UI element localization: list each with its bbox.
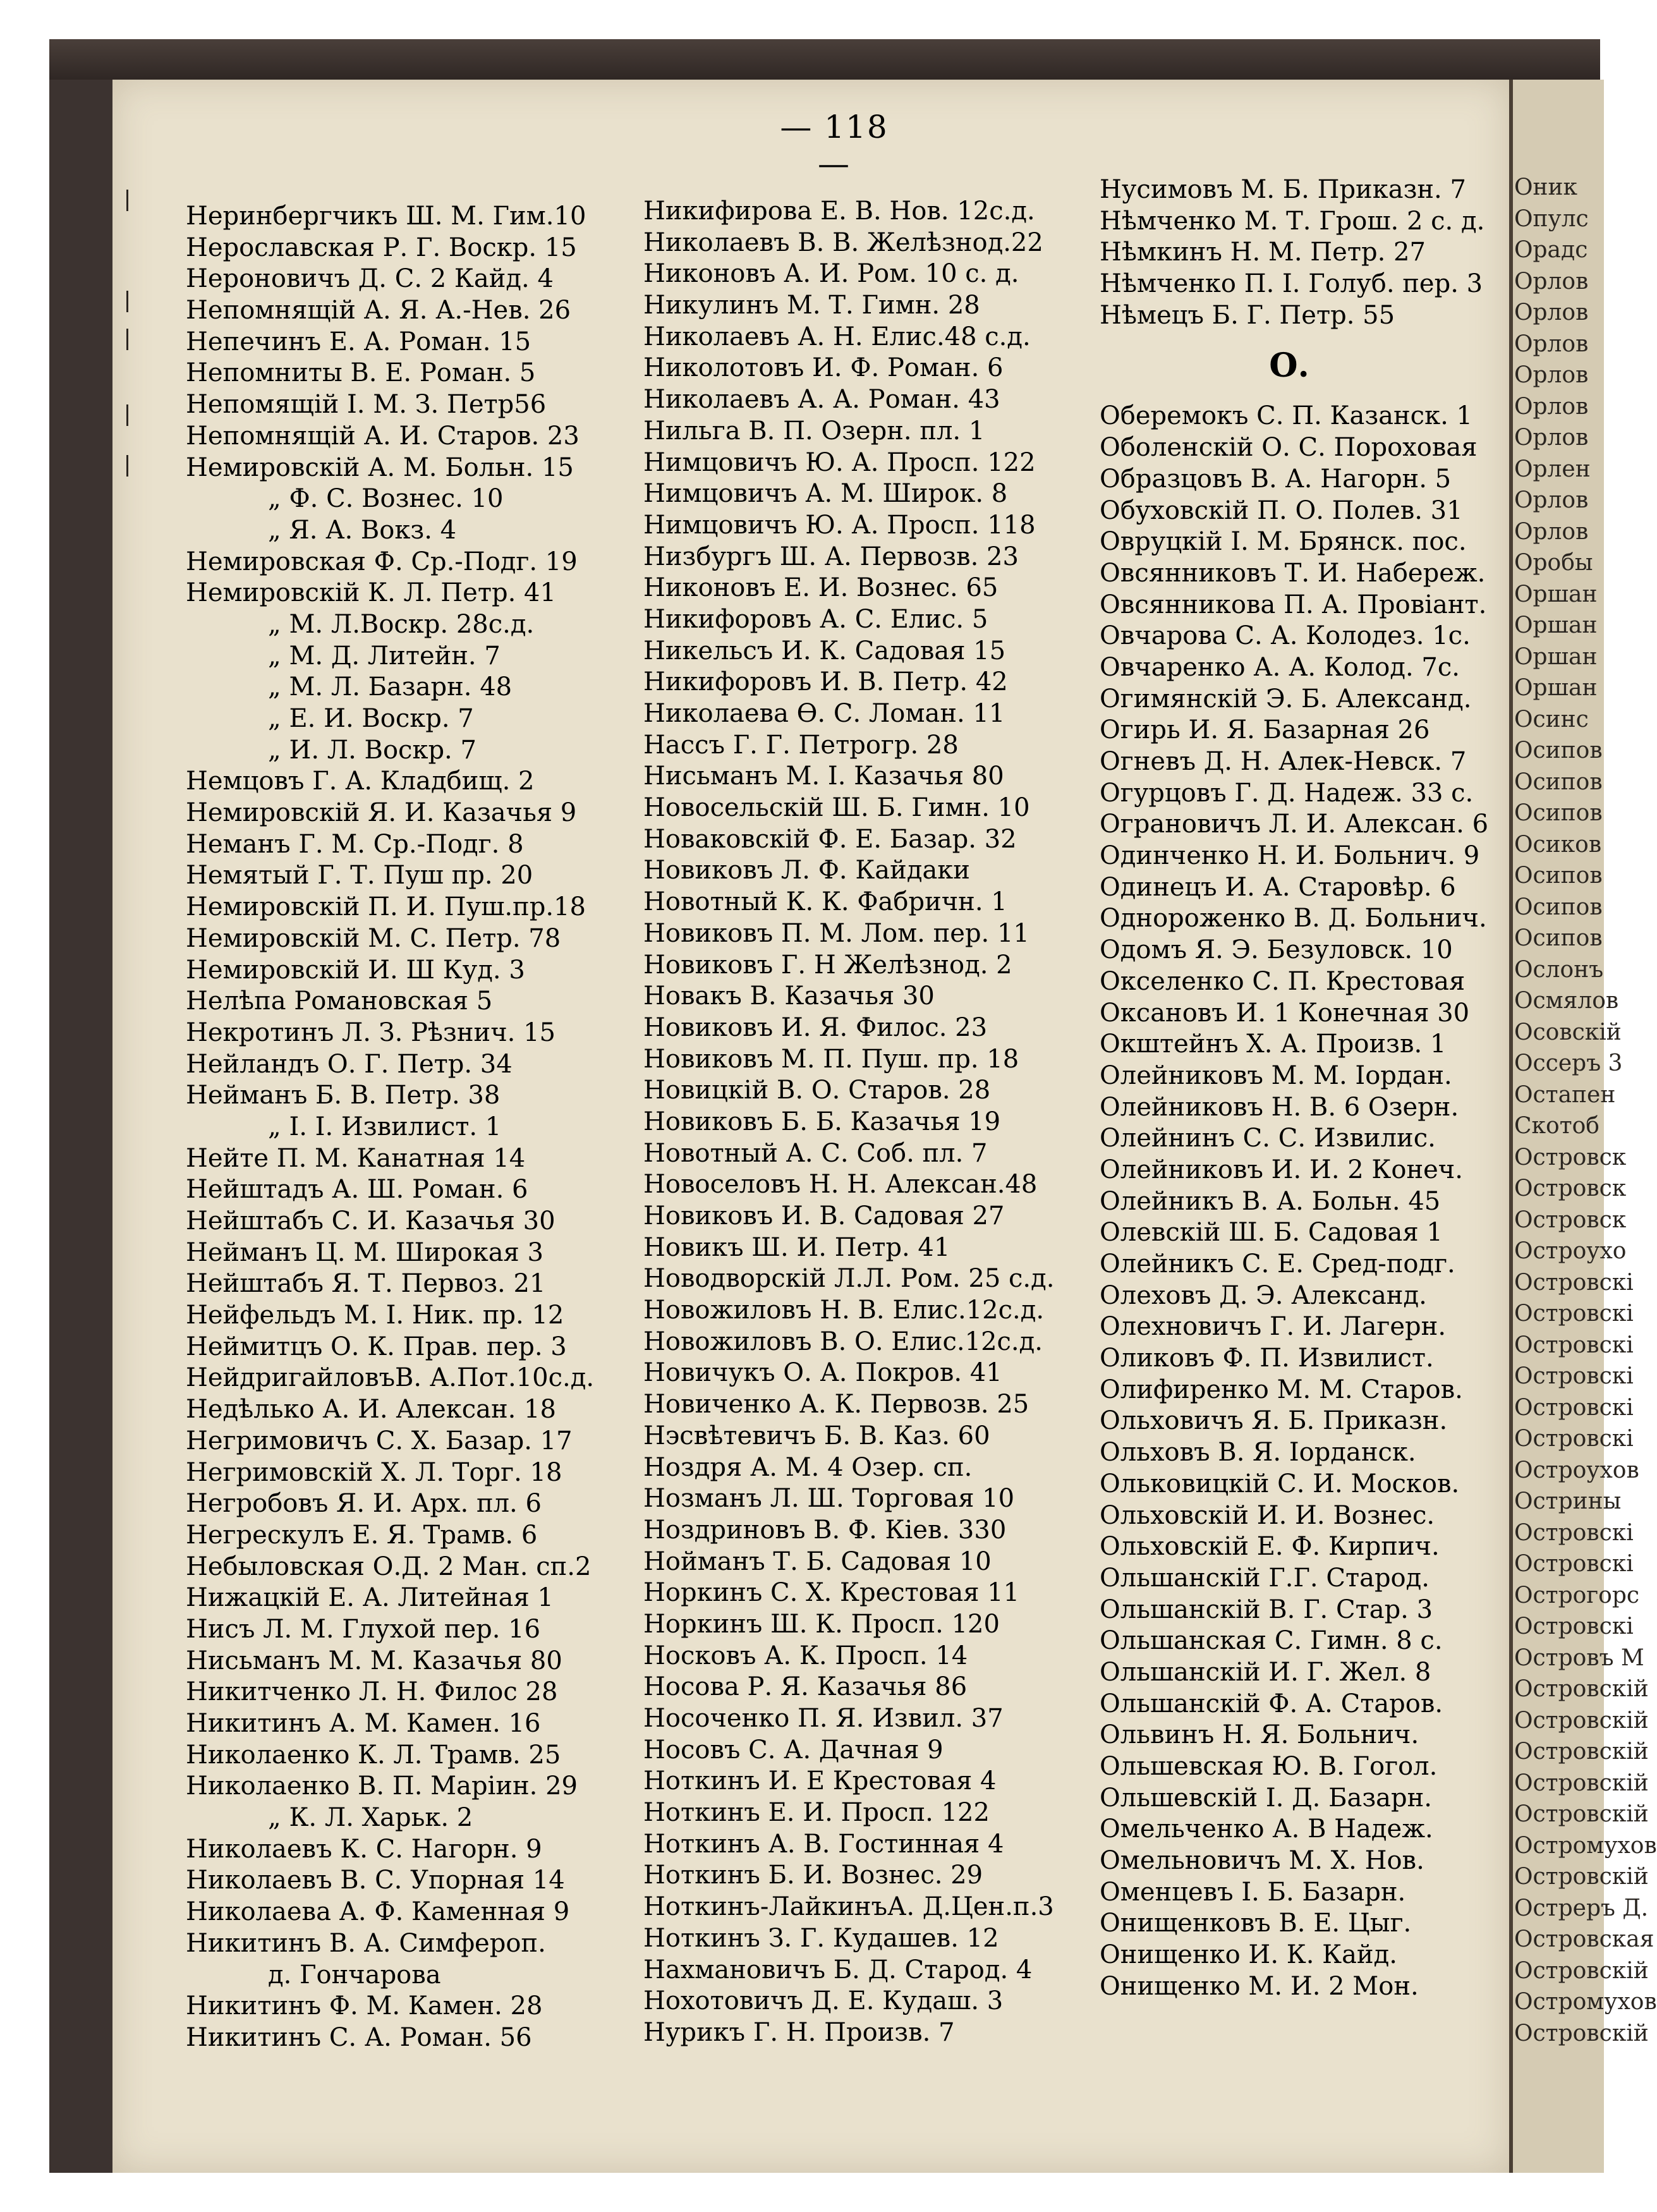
directory-entry: Николаенко В. П. Маріин. 29 bbox=[186, 1771, 578, 1801]
directory-entry: Олифиренко М. М. Старов. bbox=[1100, 1375, 1463, 1404]
directory-entry: „ К. Л. Харьк. 2 bbox=[268, 1803, 473, 1833]
directory-entry: „ М. Л. Базарн. 48 bbox=[268, 672, 513, 702]
next-page-fragment: Острины bbox=[1514, 1488, 1622, 1514]
next-page-fragment: Островскі bbox=[1514, 1519, 1634, 1546]
directory-entry: Оксановъ И. 1 Конечная 30 bbox=[1100, 998, 1470, 1028]
directory-entry: Онищенко И. К. Кайд. bbox=[1100, 1940, 1397, 1970]
directory-entry: Нейманъ Ц. М. Широкая 3 bbox=[186, 1237, 543, 1267]
next-page-fragment: Оник bbox=[1514, 174, 1578, 200]
directory-entry: Нелѣпа Романовская 5 bbox=[186, 987, 493, 1016]
page-number: — 118 — bbox=[780, 109, 889, 182]
next-page-fragment: Островскі bbox=[1514, 1613, 1634, 1639]
next-page-fragment: Островскі bbox=[1514, 1551, 1634, 1577]
directory-entry: Николотовъ И. Ф. Роман. 6 bbox=[643, 353, 1004, 383]
directory-entry: Немировскій Я. И. Казачья 9 bbox=[186, 798, 577, 828]
next-page-fragment: Осипов bbox=[1514, 894, 1603, 920]
next-page-fragment: Осипов bbox=[1514, 925, 1603, 951]
directory-entry: Овруцкій І. М. Брянск. пос. bbox=[1100, 527, 1467, 557]
directory-entry: Новоселовъ Н. Н. Алексан.48 bbox=[643, 1170, 1038, 1200]
directory-entry: Николаевъ В. В. Желѣзнод.22 bbox=[643, 228, 1043, 257]
directory-entry: Нейманъ Б. В. Петр. 38 bbox=[186, 1081, 501, 1110]
directory-entry: Новиковъ И. В. Садовая 27 bbox=[643, 1201, 1005, 1231]
directory-entry: Нозманъ Л. Ш. Торговая 10 bbox=[643, 1484, 1015, 1514]
directory-entry: Никитинъ Ф. М. Камен. 28 bbox=[186, 1991, 543, 2021]
margin-mark bbox=[126, 190, 135, 211]
directory-entry: Ольховичъ Я. Б. Приказн. bbox=[1100, 1406, 1448, 1436]
directory-entry: Нильга В. П. Озерн. пл. 1 bbox=[643, 416, 985, 446]
column-3 bbox=[1100, 174, 1488, 2003]
next-page-fragment: Островъ М bbox=[1514, 1644, 1644, 1671]
column-2 bbox=[643, 196, 1055, 2049]
directory-entry: Нисъ Л. М. Глухой пер. 16 bbox=[186, 1614, 541, 1644]
directory-entry: Однороженко В. Д. Больнич. bbox=[1100, 904, 1487, 933]
directory-entry: Непомнящій А. И. Старов. 23 bbox=[186, 421, 580, 451]
directory-entry: Никитинъ В. А. Симфероп. bbox=[186, 1928, 546, 1958]
directory-entry: Огрaновичъ Л. И. Алексан. 6 bbox=[1100, 810, 1489, 839]
directory-entry: Небыловская О.Д. 2 Ман. сп.2 bbox=[186, 1552, 592, 1581]
directory-entry: Онищенковъ В. Е. Цыг. bbox=[1100, 1909, 1412, 1938]
directory-entry: Нѣмченко М. Т. Грош. 2 с. д. bbox=[1100, 206, 1485, 236]
margin-mark bbox=[126, 291, 135, 312]
directory-entry: Немировскій К. Л. Петр. 41 bbox=[186, 578, 556, 608]
directory-entry: Ольшанскій Г.Г. Старод. bbox=[1100, 1563, 1429, 1593]
directory-entry: Олейнинъ С. С. Извилис. bbox=[1100, 1124, 1436, 1153]
next-page-fragment: Опулс bbox=[1514, 205, 1589, 232]
next-page-fragment: Островск bbox=[1514, 1144, 1627, 1170]
directory-entry: Немировская Ф. Ср.-Подг. 19 bbox=[186, 547, 578, 576]
directory-entry: Немировскій М. С. Петр. 78 bbox=[186, 923, 561, 953]
directory-entry: Олехновичъ Г. И. Лагерн. bbox=[1100, 1312, 1447, 1342]
directory-entry: Неринбергчикъ Ш. М. Гим.10 bbox=[186, 202, 586, 231]
book-spine bbox=[49, 39, 1600, 80]
next-page-fragment: Орлов bbox=[1514, 518, 1589, 545]
directory-entry: Ноткинъ А. В. Гостинная 4 bbox=[643, 1829, 1004, 1859]
directory-entry: Никитинъ С. А. Роман. 56 bbox=[186, 2022, 532, 2052]
directory-entry: Новиковъ И. Я. Филос. 23 bbox=[643, 1012, 988, 1042]
directory-entry: Ноткинъ З. Г. Кудашев. 12 bbox=[643, 1923, 999, 1953]
directory-entry: Нѣмченко П. І. Голуб. пер. 3 bbox=[1100, 269, 1483, 299]
directory-entry: Овчарова С. А. Колодез. 1с. bbox=[1100, 621, 1471, 651]
directory-entry: Оболенскій О. С. Пороховая bbox=[1100, 433, 1478, 463]
directory-entry: Олейниковъ И. И. 2 Конеч. bbox=[1100, 1155, 1463, 1184]
next-page-fragment: Островскі bbox=[1514, 1394, 1634, 1421]
directory-entry: Немцовъ Г. А. Кладбищ. 2 bbox=[186, 767, 535, 796]
next-page-fragment: Островскі bbox=[1514, 1426, 1634, 1452]
directory-entry: Ольшевская Ю. В. Гогол. bbox=[1100, 1752, 1438, 1781]
next-page-fragment: Остроухов bbox=[1514, 1457, 1639, 1483]
next-page-fragment: Островскі bbox=[1514, 1363, 1634, 1389]
directory-entry: Новотный А. С. Соб. пл. 7 bbox=[643, 1138, 988, 1168]
directory-entry: Нахмановичъ Б. Д. Старод. 4 bbox=[643, 1955, 1033, 1984]
directory-entry: Ольшевскій І. Д. Базарн. bbox=[1100, 1783, 1432, 1813]
directory-entry: Новичукъ О. А. Покров. 41 bbox=[643, 1358, 1002, 1388]
next-page-fragment: Осовскій bbox=[1514, 1019, 1622, 1045]
directory-entry: „ М. Л.Воскр. 28с.д. bbox=[268, 609, 535, 639]
next-page-fragment: Орлов bbox=[1514, 393, 1589, 420]
directory-entry: Ольшанскій В. Г. Стар. 3 bbox=[1100, 1595, 1433, 1624]
directory-entry: Нѣмецъ Б. Г. Петр. 55 bbox=[1100, 300, 1395, 330]
directory-entry: Олейниковъ М. М. Іордан. bbox=[1100, 1060, 1452, 1090]
directory-entry: Нероновичъ Д. С. 2 Кайд. 4 bbox=[186, 264, 554, 294]
next-page-fragment: Ослонъ bbox=[1514, 956, 1604, 983]
directory-entry: Ольховскій Е. Ф. Кирпич. bbox=[1100, 1532, 1440, 1562]
directory-entry: Николаевъ А. А. Роман. 43 bbox=[643, 385, 1000, 415]
directory-entry: Новиковъ Б. Б. Казачья 19 bbox=[643, 1107, 1001, 1136]
directory-entry: Нурикъ Г. Н. Произв. 7 bbox=[643, 2017, 955, 2047]
directory-entry: Никифоровъ А. С. Елис. 5 bbox=[643, 604, 988, 634]
next-page-fragment: Островская bbox=[1514, 1926, 1654, 1952]
directory-entry: Нейштабъ С. И. Казачья 30 bbox=[186, 1206, 555, 1236]
directory-entry: Никитченко Л. Н. Филос 28 bbox=[186, 1677, 558, 1707]
directory-entry: Нассъ Г. Г. Петрогр. 28 bbox=[643, 730, 959, 760]
directory-entry: Олевскій Ш. Б. Садовая 1 bbox=[1100, 1218, 1443, 1248]
next-page-fragment: Островскі bbox=[1514, 1301, 1634, 1327]
directory-entry: Окштейнъ Х. А. Произв. 1 bbox=[1100, 1030, 1447, 1059]
directory-entry: Никифоровъ И. В. Петр. 42 bbox=[643, 667, 1008, 697]
next-page-edge-text bbox=[1514, 172, 1657, 2049]
directory-entry: „ Ф. С. Вознес. 10 bbox=[268, 484, 504, 514]
directory-entry: Норкинъ Ш. К. Просп. 120 bbox=[643, 1609, 1000, 1639]
next-page-fragment: Орлов bbox=[1514, 300, 1589, 325]
directory-entry: Омельновичъ М. Х. Нов. bbox=[1100, 1846, 1424, 1876]
directory-entry: Нѣмкинъ Н. М. Петр. 27 bbox=[1100, 238, 1426, 267]
directory-entry: Новикъ Ш. И. Петр. 41 bbox=[643, 1232, 950, 1262]
directory-entry: Николаевъ В. С. Упорная 14 bbox=[186, 1866, 565, 1895]
directory-entry: Нэсвѣтевичъ Б. В. Каз. 60 bbox=[643, 1421, 990, 1450]
directory-entry: Никитинъ А. М. Камен. 16 bbox=[186, 1709, 541, 1738]
directory-entry: Непомниты В. Е. Роман. 5 bbox=[186, 358, 536, 388]
directory-entry: Ноздриновъ В. Ф. Кіев. 330 bbox=[643, 1515, 1007, 1545]
directory-entry: Нимцовичъ Ю. А. Просп. 118 bbox=[643, 510, 1036, 540]
directory-entry: Ноткинъ-ЛайкинъА. Д.Цен.п.3 bbox=[643, 1892, 1054, 1922]
next-page-fragment: Орлов bbox=[1514, 268, 1589, 295]
directory-entry: Оменцевъ І. Б. Базарн. bbox=[1100, 1877, 1406, 1907]
margin-mark bbox=[126, 329, 135, 350]
next-page-fragment: Оршан bbox=[1514, 675, 1598, 701]
next-page-fragment: Оссеръ 3 bbox=[1514, 1050, 1623, 1076]
directory-entry: Овсянниковъ Т. И. Набереж. bbox=[1100, 558, 1486, 588]
directory-entry: Новиченко А. К. Первозв. 25 bbox=[643, 1390, 1029, 1419]
directory-entry: „ М. Д. Литейн. 7 bbox=[268, 641, 501, 671]
next-page-fragment: Островскі bbox=[1514, 1269, 1634, 1296]
next-page-fragment: Остромухов bbox=[1514, 1832, 1657, 1859]
directory-entry: Нусимовъ М. Б. Приказн. 7 bbox=[1100, 175, 1466, 204]
directory-entry: Носовъ С. А. Дачная 9 bbox=[643, 1735, 944, 1765]
directory-entry: Нейфельдъ М. І. Ник. пр. 12 bbox=[186, 1301, 564, 1330]
directory-entry: Олейникъ С. Е. Сред-подг. bbox=[1100, 1249, 1455, 1279]
directory-entry: Нейштабъ Я. Т. Первоз. 21 bbox=[186, 1269, 546, 1299]
next-page-fragment: Орлов bbox=[1514, 487, 1589, 513]
directory-entry: Олеховъ Д. Э. Александ. bbox=[1100, 1280, 1427, 1310]
directory-entry: Ноткинъ Е. И. Просп. 122 bbox=[643, 1798, 990, 1828]
directory-entry: Норкинъ С. Х. Крестовая 11 bbox=[643, 1578, 1020, 1608]
directory-entry: Ноткинъ Б. И. Вознес. 29 bbox=[643, 1861, 983, 1890]
margin-mark bbox=[126, 404, 135, 426]
directory-entry: Непомящій І. М. З. Петр56 bbox=[186, 390, 547, 420]
directory-entry: Огурцовъ Г. Д. Надеж. 33 с. bbox=[1100, 778, 1474, 808]
directory-entry: Новиковъ Л. Ф. Кайдаки bbox=[643, 856, 970, 885]
next-page-fragment: Островскій bbox=[1514, 1707, 1649, 1734]
directory-entry: Николаева Ө. С. Ломан. 11 bbox=[643, 699, 1005, 728]
directory-entry: Николаевъ К. С. Нагорн. 9 bbox=[186, 1834, 542, 1864]
directory-entry: Образцовъ В. А. Нагорн. 5 bbox=[1100, 464, 1452, 494]
next-page-fragment: Оршан bbox=[1514, 643, 1598, 670]
directory-entry: Ольшанская С. Гимн. 8 с. bbox=[1100, 1626, 1443, 1656]
directory-entry: НейдригайловъВ. А.Пот.10с.д. bbox=[186, 1363, 595, 1393]
directory-entry: Ольховскій И. И. Вознес. bbox=[1100, 1500, 1435, 1530]
next-page-fragment: Осипов bbox=[1514, 738, 1603, 763]
next-page-fragment: Остромухов bbox=[1514, 1989, 1657, 2015]
next-page-fragment: Островск bbox=[1514, 1176, 1627, 1201]
directory-entry: Некротинъ Л. З. Рѣзнич. 15 bbox=[186, 1018, 555, 1047]
next-page-fragment: Остреръ Д. bbox=[1514, 1895, 1649, 1921]
next-page-fragment: Орлен bbox=[1514, 456, 1591, 482]
next-page-fragment: Острогорс bbox=[1514, 1582, 1640, 1608]
directory-entry: Новожиловъ В. О. Елис.12с.д. bbox=[643, 1327, 1043, 1356]
directory-entry: Нимцовичъ Ю. А. Просп. 122 bbox=[643, 447, 1036, 477]
directory-entry: Николаенко К. Л. Трамв. 25 bbox=[186, 1740, 561, 1770]
directory-entry: Оберемокъ С. П. Казанск. 1 bbox=[1100, 401, 1472, 431]
directory-entry: Новакъ В. Казачья 30 bbox=[643, 981, 935, 1011]
directory-entry: Никоновъ Е. И. Вознес. 65 bbox=[643, 573, 998, 603]
directory-entry: Новосельскій Ш. Б. Гимн. 10 bbox=[643, 793, 1030, 823]
directory-entry: Николаевъ А. Н. Елис.48 с.д. bbox=[643, 322, 1031, 351]
directory-entry: Немировскій П. И. Пуш.пр.18 bbox=[186, 892, 586, 922]
next-page-fragment: Островскій bbox=[1514, 1676, 1649, 1702]
directory-entry: Новиковъ П. М. Лом. пер. 11 bbox=[643, 918, 1029, 948]
next-page-fragment: Орлов bbox=[1514, 331, 1589, 357]
directory-entry: Нойманъ Т. Б. Садовая 10 bbox=[643, 1547, 992, 1576]
directory-entry: Носова Р. Я. Казачья 86 bbox=[643, 1672, 968, 1702]
next-page-fragment: Островск bbox=[1514, 1206, 1627, 1233]
directory-entry: Ольвинъ Н. Я. Больнич. bbox=[1100, 1720, 1419, 1750]
column-1 bbox=[186, 201, 594, 2054]
directory-entry: Ноткинъ И. Е Крестовая 4 bbox=[643, 1766, 997, 1796]
directory-entry: Немировскій И. Ш Куд. 3 bbox=[186, 955, 525, 985]
directory-entry: Негримовскій Х. Л. Торг. 18 bbox=[186, 1457, 562, 1487]
directory-entry: Омельченко А. В Надеж. bbox=[1100, 1814, 1433, 1844]
next-page-fragment: Осипов bbox=[1514, 800, 1603, 826]
directory-entry: Новотный К. К. Фабричн. 1 bbox=[643, 887, 1007, 917]
directory-entry: Носоченко П. Я. Извил. 37 bbox=[643, 1704, 1004, 1733]
directory-entry: Никоновъ А. И. Ром. 10 с. д. bbox=[643, 259, 1019, 289]
next-page-fragment: Орлов bbox=[1514, 425, 1589, 451]
directory-entry: Нейландъ О. Г. Петр. 34 bbox=[186, 1049, 513, 1079]
directory-entry: Нохотовичъ Д. Е. Кудаш. 3 bbox=[643, 1986, 1004, 2016]
directory-entry: Немировскій А. М. Больн. 15 bbox=[186, 453, 574, 482]
directory-entry: Овсянникова П. А. Провіант. bbox=[1100, 590, 1487, 619]
directory-entry: Нимцовичъ А. М. Широк. 8 bbox=[643, 479, 1008, 509]
directory-entry: Негробовъ Я. И. Арх. пл. 6 bbox=[186, 1489, 542, 1519]
next-page-fragment: Скотоб bbox=[1514, 1113, 1599, 1139]
next-page-fragment: Орлов bbox=[1514, 362, 1589, 388]
next-page-fragment: Оршан bbox=[1514, 581, 1598, 607]
directory-entry: Окселенко С. П. Крестовая bbox=[1100, 966, 1466, 996]
next-page-fragment: Осинс bbox=[1514, 706, 1589, 732]
directory-entry: Нисьманъ М. І. Казачья 80 bbox=[643, 762, 1004, 791]
margin-mark bbox=[126, 455, 135, 477]
directory-entry: Новожиловъ Н. В. Елис.12с.д. bbox=[643, 1296, 1045, 1325]
next-page-fragment: Островскій bbox=[1514, 1957, 1649, 1984]
next-page-fragment: Островскій bbox=[1514, 1864, 1649, 1890]
directory-entry: Ольховъ В. Я. Іорданск. bbox=[1100, 1438, 1416, 1468]
next-page-fragment: Осипов bbox=[1514, 769, 1603, 795]
directory-entry: Обуховскій П. О. Полев. 31 bbox=[1100, 495, 1463, 525]
directory-entry: Недѣлько А. И. Алексан. 18 bbox=[186, 1395, 556, 1425]
directory-entry: Ноздря А. М. 4 Озер. сп. bbox=[643, 1452, 973, 1482]
directory-entry: Нижацкій Е. А. Литейная 1 bbox=[186, 1583, 554, 1613]
directory-entry: Нисьманъ М. М. Казачья 80 bbox=[186, 1646, 562, 1675]
next-page-fragment: Осмялов bbox=[1514, 988, 1619, 1014]
next-page-fragment: Островскій bbox=[1514, 1801, 1649, 1827]
next-page-fragment: Остапен bbox=[1514, 1081, 1616, 1108]
directory-entry: Новиковъ Г. Н Желѣзнод. 2 bbox=[643, 950, 1012, 980]
directory-entry: Низбургъ Ш. А. Первозв. 23 bbox=[643, 542, 1019, 571]
directory-entry: Овчаренко А. А. Колод. 7с. bbox=[1100, 652, 1460, 682]
directory-entry: Непечинъ Е. А. Роман. 15 bbox=[186, 327, 531, 356]
directory-entry: Негримовичъ С. Х. Базар. 17 bbox=[186, 1426, 573, 1455]
next-page-fragment: Оршан bbox=[1514, 612, 1598, 638]
directory-entry: Огирь И. Я. Базарная 26 bbox=[1100, 715, 1430, 745]
directory-entry: Олейниковъ Н. В. 6 Озерн. bbox=[1100, 1092, 1459, 1122]
directory-entry: Новаковскій Ф. Е. Базар. 32 bbox=[643, 824, 1017, 854]
next-page-fragment: Осиков bbox=[1514, 831, 1602, 858]
directory-entry: Одомъ Я. Э. Безуловск. 10 bbox=[1100, 935, 1453, 965]
directory-entry: Непомнящій А. Я. А.-Нев. 26 bbox=[186, 296, 571, 325]
directory-entry: „ І. І. Извилист. 1 bbox=[268, 1112, 502, 1141]
next-page-fragment: Оробы bbox=[1514, 550, 1593, 576]
directory-entry: „ Я. А. Вокз. 4 bbox=[268, 515, 457, 545]
next-page-fragment: Островскій bbox=[1514, 1739, 1649, 1765]
directory-entry: Нерославская Р. Г. Воскр. 15 bbox=[186, 233, 577, 262]
directory-entry: Огневъ Д. Н. Алек-Невск. 7 bbox=[1100, 747, 1467, 776]
directory-entry: Нейте П. М. Канатная 14 bbox=[186, 1143, 526, 1173]
next-page-fragment: Островскій bbox=[1514, 1770, 1649, 1796]
next-page-fragment: Островскі bbox=[1514, 1332, 1634, 1358]
directory-entry: Одинецъ И. А. Старовѣр. 6 bbox=[1100, 872, 1456, 902]
directory-entry: Никельсъ И. К. Садовая 15 bbox=[643, 636, 1006, 665]
directory-entry: Ольковицкій С. И. Москов. bbox=[1100, 1469, 1460, 1498]
directory-entry: Олейникъ В. А. Больн. 45 bbox=[1100, 1186, 1441, 1216]
directory-entry: Носковъ А. К. Просп. 14 bbox=[643, 1641, 968, 1670]
directory-entry: Ольшанскій И. Г. Жел. 8 bbox=[1100, 1657, 1431, 1687]
directory-entry: Новицкій В. О. Старов. 28 bbox=[643, 1076, 991, 1105]
next-page-fragment: Островскій bbox=[1514, 2020, 1649, 2046]
directory-entry: Негрескулъ Е. Я. Трамв. 6 bbox=[186, 1520, 538, 1550]
directory-entry: Новодворскій Л.Л. Ром. 25 с.д. bbox=[643, 1264, 1055, 1294]
directory-entry: Неймитцъ О. К. Прав. пер. 3 bbox=[186, 1332, 567, 1361]
next-page-fragment: Остроухо bbox=[1514, 1238, 1627, 1264]
directory-entry: Никифирова Е. В. Нов. 12с.д. bbox=[643, 197, 1035, 226]
directory-entry: „ Е. И. Воскр. 7 bbox=[268, 704, 474, 733]
directory-entry: Ольшанскій Ф. А. Старов. bbox=[1100, 1689, 1443, 1718]
directory-entry: „ И. Л. Воскр. 7 bbox=[268, 735, 476, 765]
directory-entry: д. Гончарова bbox=[268, 1960, 441, 1990]
directory-entry: Нейштадъ А. Ш. Роман. 6 bbox=[186, 1175, 528, 1205]
directory-entry: Одинченко Н. И. Больнич. 9 bbox=[1100, 841, 1480, 871]
directory-entry: Онищенко М. И. 2 Мон. bbox=[1100, 1971, 1419, 2001]
directory-entry: Немятый Г. Т. Пуш пр. 20 bbox=[186, 861, 533, 890]
directory-entry: Неманъ Г. М. Ср.-Подг. 8 bbox=[186, 829, 524, 859]
directory-entry: Николаева А. Ф. Каменная 9 bbox=[186, 1897, 570, 1927]
directory-entry: Огимянскій Э. Б. Александ. bbox=[1100, 684, 1472, 714]
section-letter: О. bbox=[1269, 346, 1309, 386]
directory-entry: Новиковъ М. П. Пуш. пр. 18 bbox=[643, 1044, 1019, 1074]
next-page-fragment: Осипов bbox=[1514, 863, 1603, 889]
directory-entry: Оликовъ Ф. П. Извилист. bbox=[1100, 1344, 1434, 1373]
next-page-fragment: Орадс bbox=[1514, 237, 1588, 263]
directory-entry: Никулинъ М. Т. Гимн. 28 bbox=[643, 291, 980, 320]
